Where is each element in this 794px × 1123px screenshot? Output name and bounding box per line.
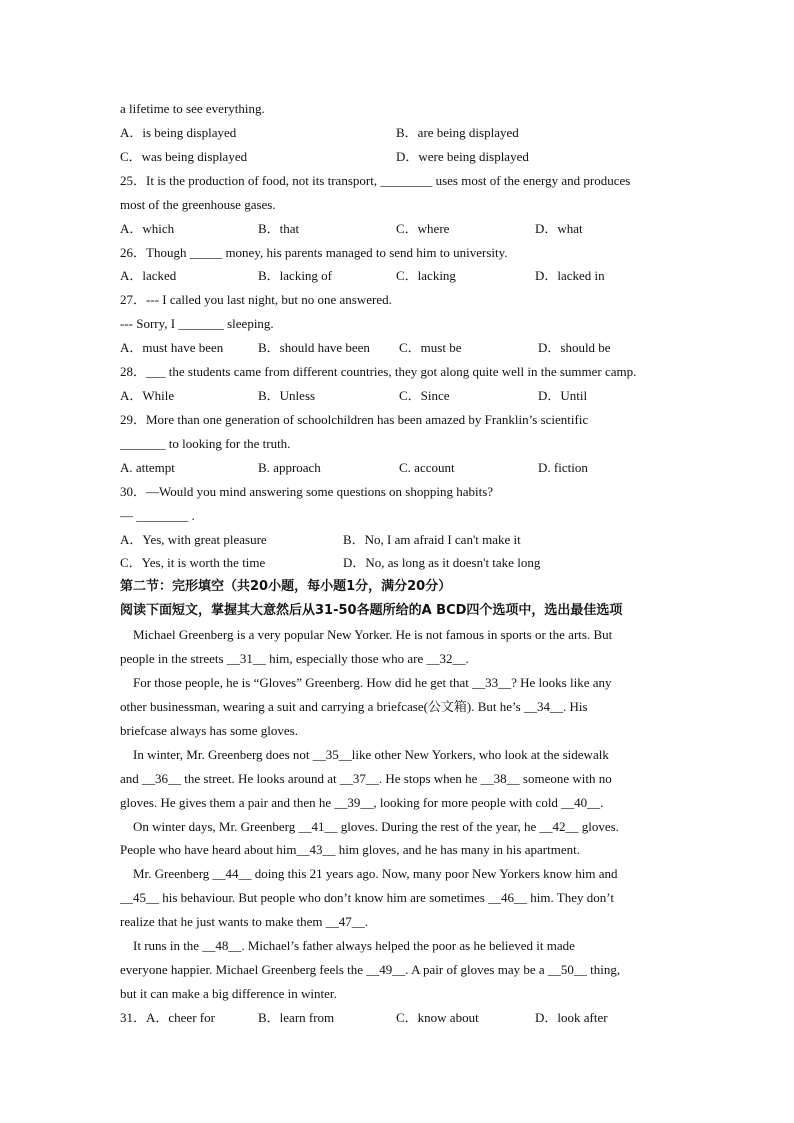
passage-line: realize that he just wants to make them __47__. <box>120 914 369 929</box>
q30-options-row2 <box>120 555 680 571</box>
q24-option-a: A．is being displayed <box>120 125 237 140</box>
q27-option-a: A．must have been <box>120 340 224 355</box>
q28-option-d: D．Until <box>538 388 588 403</box>
q29-option-b: B. approach <box>258 460 321 475</box>
q26-options <box>120 268 680 284</box>
q31-option-d: D．look after <box>535 1010 608 1025</box>
q26-option-c: C．lacking <box>396 268 456 283</box>
q29-stem-line2: _______ to looking for the truth. <box>120 436 291 451</box>
passage-line: people in the streets __31__ him, especially those who are __32__. <box>120 651 469 666</box>
q24-options-row1 <box>120 125 680 141</box>
q28-stem: 28．___ the students came from different countries, they got along quite well in the summer camp. <box>120 364 637 379</box>
q27-stem-line2: --- Sorry, I _______ sleeping. <box>120 316 274 331</box>
section-heading: 第二节：完形填空（共20小题，每小题1分，满分20分） <box>120 579 452 594</box>
q27-options <box>120 340 680 356</box>
q28-option-b: B．Unless <box>258 388 316 403</box>
q25-option-d: D．what <box>535 221 583 236</box>
passage-line: For those people, he is “Gloves” Greenberg. How did he get that __33__? He looks like any <box>120 675 612 690</box>
q28-option-a: A．While <box>120 388 175 403</box>
passage-line: It runs in the __48__. Michael’s father always helped the poor as he believed it made <box>120 938 575 953</box>
q25-option-c: C．where <box>396 221 450 236</box>
q25-options <box>120 221 680 237</box>
passage-line: other businessman, wearing a suit and carrying a briefcase(公文箱). But he’s __34__. His <box>120 699 588 714</box>
passage-line: In winter, Mr. Greenberg does not __35__like other New Yorkers, who look at the sidewalk <box>120 747 609 762</box>
q30-option-a: A．Yes, with great pleasure <box>120 532 267 547</box>
q29-stem-line1: 29．More than one generation of schoolchildren has been amazed by Franklin’s scientific <box>120 412 589 427</box>
q24-option-b: B．are being displayed <box>396 125 519 140</box>
section-instruction: 阅读下面短文，掌握其大意然后从31-50各题所给的A BCD四个选项中，选出最佳选项 <box>120 603 623 618</box>
q27-option-b: B．should have been <box>258 340 370 355</box>
q24-options-row2 <box>120 149 680 165</box>
q29-option-a: A. attempt <box>120 460 175 475</box>
q25-stem-line2: most of the greenhouse gases. <box>120 197 276 212</box>
passage-line: Michael Greenberg is a very popular New Yorker. He is not famous in sports or the arts. But <box>120 627 613 642</box>
q28-options <box>120 388 680 404</box>
q31-option-c: C．know about <box>396 1010 479 1025</box>
passage-line: briefcase always has some gloves. <box>120 723 298 738</box>
q24-continuation: a lifetime to see everything. <box>120 101 265 116</box>
passage-line: __45__ his behaviour. But people who don’t know him are sometimes __46__ him. They don’t <box>120 890 614 905</box>
q30-option-c: C．Yes, it is worth the time <box>120 555 266 570</box>
q25-option-b: B．that <box>258 221 300 236</box>
q29-options <box>120 460 680 476</box>
q24-option-d: D．were being displayed <box>396 149 529 164</box>
passage-line: gloves. He gives them a pair and then he __39__, looking for more people with cold __40__. <box>120 795 604 810</box>
q26-option-a: A．lacked <box>120 268 177 283</box>
q27-option-d: D．should be <box>538 340 611 355</box>
passage-line: People who have heard about him__43__ him gloves, and he has many in his apartment. <box>120 842 580 857</box>
passage-line: but it can make a big difference in winter. <box>120 986 337 1001</box>
q30-stem-line1: 30．—Would you mind answering some questions on shopping habits? <box>120 484 494 499</box>
passage-line: and __36__ the street. He looks around at __37__. He stops when he __38__ someone with no <box>120 771 612 786</box>
q26-option-b: B．lacking of <box>258 268 333 283</box>
passage-line: Mr. Greenberg __44__ doing this 21 years ago. Now, many poor New Yorkers know him and <box>120 866 618 881</box>
q25-option-a: A．which <box>120 221 175 236</box>
q27-option-c: C．must be <box>399 340 462 355</box>
q26-option-d: D．lacked in <box>535 268 605 283</box>
q28-option-c: C．Since <box>399 388 450 403</box>
q29-option-d: D. fiction <box>538 460 588 475</box>
q26-stem: 26．Though _____ money, his parents managed to send him to university. <box>120 245 508 260</box>
q30-option-d: D．No, as long as it doesn't take long <box>343 555 541 570</box>
q31-option-b: B．learn from <box>258 1010 335 1025</box>
passage-line: On winter days, Mr. Greenberg __41__ gloves. During the rest of the year, he __42__ gloves. <box>120 819 619 834</box>
q27-stem-line1: 27．--- I called you last night, but no one answered. <box>120 292 392 307</box>
q31-options <box>120 1010 680 1026</box>
q30-option-b: B．No, I am afraid I can't make it <box>343 532 521 547</box>
q29-option-c: C. account <box>399 460 455 475</box>
q30-options-row1 <box>120 532 680 548</box>
q24-option-c: C．was being displayed <box>120 149 248 164</box>
q31-option-a: 31．A．cheer for <box>120 1010 215 1025</box>
passage-line: everyone happier. Michael Greenberg feels the __49__. A pair of gloves may be a __50__ thing, <box>120 962 621 977</box>
q30-stem-line2: — ________ . <box>120 508 195 523</box>
q25-stem-line1: 25．It is the production of food, not its transport, ________ uses most of the energy and produces <box>120 173 631 188</box>
